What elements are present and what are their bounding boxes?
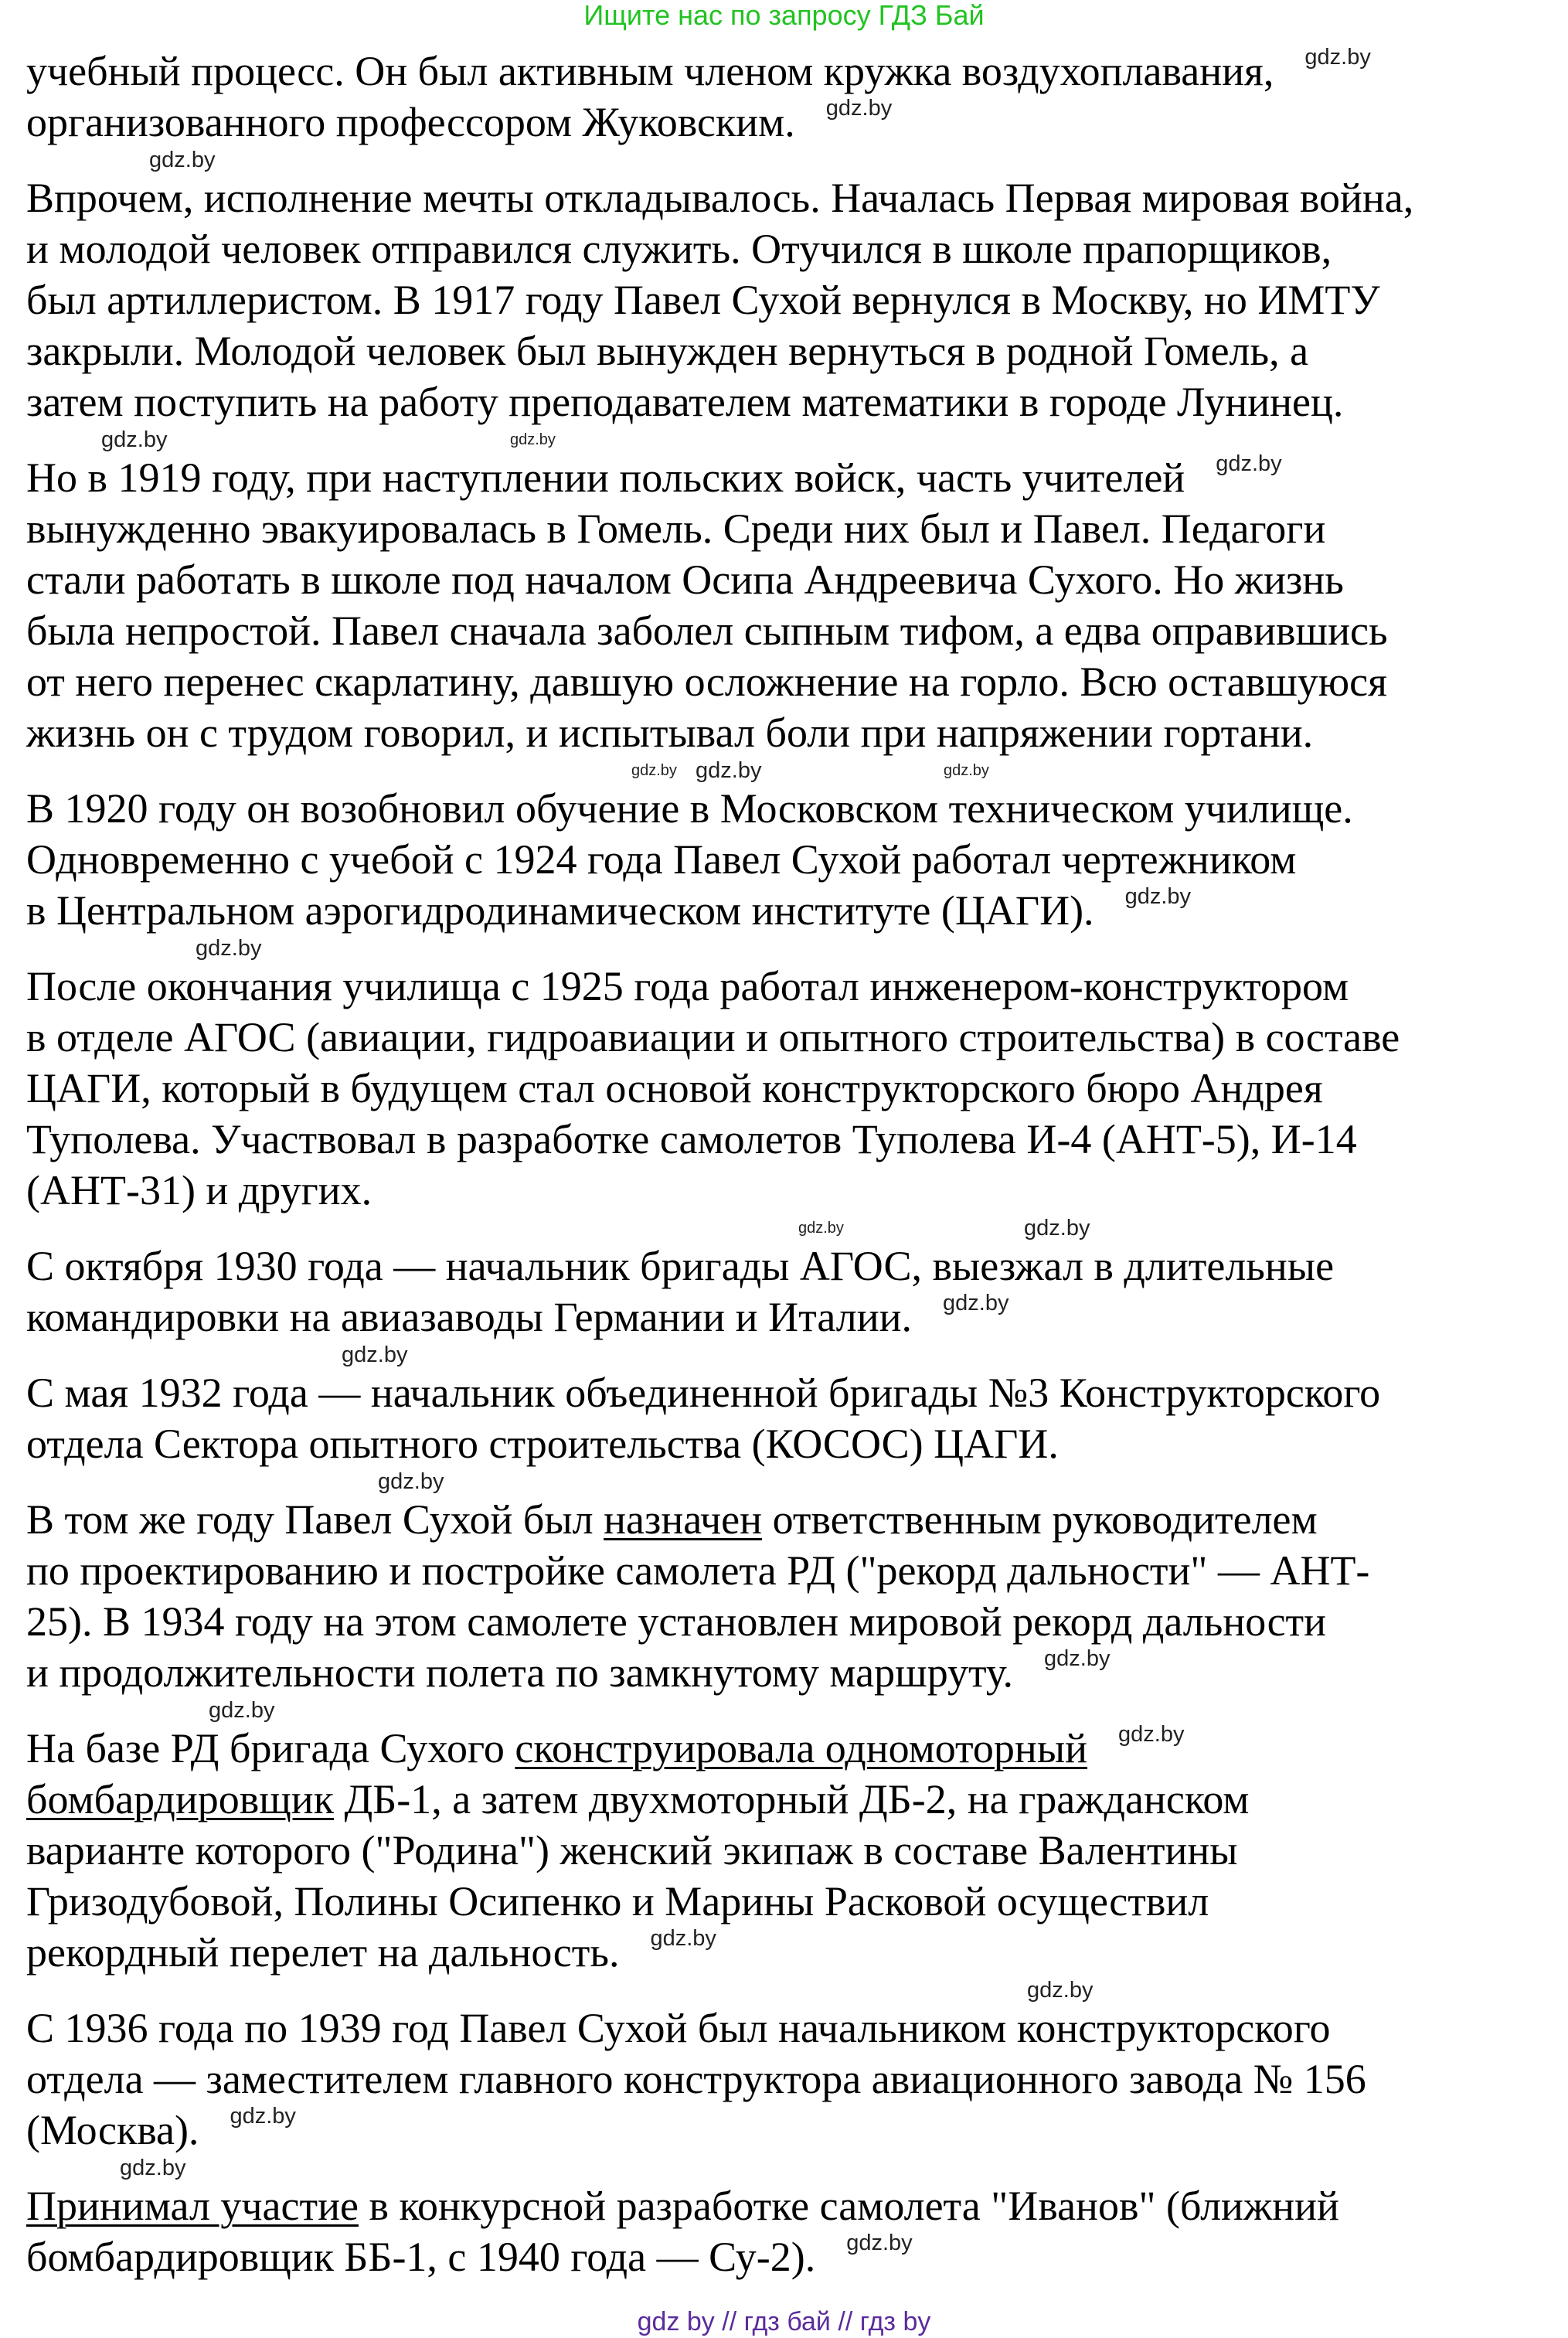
text-line (26, 2105, 1568, 2156)
watermark: gdz.by (846, 2231, 913, 2255)
watermark: gdz.by (943, 1291, 1009, 1315)
paragraph (26, 961, 1568, 1216)
paragraph-gap (26, 427, 1568, 452)
underlined-text: бомбардировщик (26, 1776, 334, 1822)
text-line (26, 1165, 1568, 1216)
text-line (26, 172, 1568, 223)
paragraph (26, 1367, 1568, 1469)
watermark: gdz.by (825, 96, 893, 121)
paragraph (26, 1723, 1568, 1978)
paragraph (26, 172, 1568, 427)
text-segment: командировки на авиазаводы Германии и Италии. (26, 1294, 913, 1340)
text-segment: С мая 1932 года — начальник объединенной бригады №3 Конструкторского (26, 1370, 1381, 1416)
text-segment: от него перенес скарлатину, давшую осложнение на горло. Всю оставшуюся (26, 659, 1387, 705)
text-segment: организованного профессором Жуковским. (26, 99, 795, 145)
text-segment: Впрочем, исполнение мечты откладывалось. Началась Первая мировая война, (26, 175, 1414, 221)
watermark: gdz.by (1304, 45, 1371, 70)
underlined-text: назначен (604, 1496, 763, 1543)
footer-links: gdz by // гдз бай // гдз by (637, 2307, 931, 2336)
watermark: gdz.by (196, 936, 262, 961)
text-segment: по проектированию и постройке самолета РД ("рекорд дальности" — АНТ- (26, 1547, 1370, 1594)
watermark: gdz.by (209, 1698, 275, 1723)
text-line (26, 1063, 1568, 1114)
text-segment: в Центральном аэрогидродинамическом институте (ЦАГИ). (26, 887, 1094, 934)
text-line (26, 325, 1568, 376)
watermark: gdz.by (1027, 1978, 1094, 2003)
watermark: gdz.by (631, 762, 677, 779)
text-line (26, 707, 1568, 758)
text-line (26, 834, 1568, 885)
text-line (26, 376, 1568, 427)
watermark: gdz.by (510, 431, 556, 448)
text-line (26, 1774, 1568, 1825)
text-segment: стали работать в школе под началом Осипа Андреевича Сухого. Но жизнь (26, 556, 1344, 603)
text-segment: был артиллеристом. В 1917 году Павел Сухой вернулся в Москву, но ИМТУ (26, 277, 1380, 323)
paragraph (26, 783, 1568, 936)
text-line (26, 1876, 1568, 1927)
text-line (26, 503, 1568, 554)
text-segment: В 1920 году он возобновил обучение в Московском техническом училище. (26, 785, 1353, 832)
text-segment: учебный процесс. Он был активным членом кружка воздухоплавания, (26, 48, 1274, 94)
paragraph (26, 452, 1568, 758)
watermark: gdz.by (1118, 1722, 1185, 1747)
text-segment: в конкурсной разработке самолета "Иванов" (ближний (358, 2183, 1339, 2229)
paragraph-gap (26, 148, 1568, 172)
text-line (26, 1927, 1568, 1978)
search-banner: Ищите нас по запросу ГДЗ Бай (583, 0, 985, 31)
text-segment: ДБ-1, а затем двухмоторный ДБ-2, на гражданском (333, 1776, 1250, 1822)
watermark: gdz.by (101, 427, 168, 452)
text-segment: была непростой. Павел сначала заболел сыпным тифом, а едва оправившись (26, 607, 1388, 654)
paragraph-gap (26, 758, 1568, 783)
watermark: gdz.by (1024, 1216, 1090, 1240)
underlined-text: сконструировала одномоторный (515, 1725, 1088, 1771)
paragraph-gap (26, 936, 1568, 961)
paragraph (26, 2003, 1568, 2156)
text-line (26, 783, 1568, 834)
text-segment: Но в 1919 году, при наступлении польских войск, часть учителей (26, 454, 1185, 501)
text-line (26, 1418, 1568, 1469)
text-segment: бомбардировщик ББ-1, с 1940 года — Су-2). (26, 2234, 816, 2280)
text-segment: жизнь он с трудом говорил, и испытывал боли при напряжении гортани. (26, 710, 1314, 756)
paragraph-gap (26, 1978, 1568, 2003)
text-line (26, 1367, 1568, 1418)
text-line (26, 2054, 1568, 2105)
text-line (26, 1240, 1568, 1292)
text-line (26, 885, 1568, 936)
text-segment: (АНТ-31) и других. (26, 1167, 372, 1213)
text-segment: После окончания училища с 1925 года работал инженером-конструктором (26, 963, 1349, 1009)
text-segment: в отделе АГОС (авиации, гидроавиации и опытного строительства) в составе (26, 1014, 1400, 1060)
text-segment: закрыли. Молодой человек был вынужден вернуться в родной Гомель, а (26, 328, 1309, 374)
paragraph-gap (26, 1343, 1568, 1367)
text-segment: затем поступить на работу преподавателем математики в городе Лунинец. (26, 379, 1344, 425)
text-line (26, 2180, 1568, 2231)
text-line (26, 223, 1568, 274)
text-segment: 25). В 1934 году на этом самолете установлен мировой рекорд дальности (26, 1598, 1327, 1645)
text-line (26, 452, 1568, 503)
watermark: gdz.by (1216, 451, 1282, 476)
text-segment: В том же году Павел Сухой был (26, 1496, 604, 1543)
text-line (26, 2231, 1568, 2282)
text-segment: На базе РД бригада Сухого (26, 1725, 515, 1771)
paragraph (26, 1240, 1568, 1343)
text-line (26, 1012, 1568, 1063)
text-line (26, 1647, 1568, 1698)
text-line (26, 1494, 1568, 1545)
watermark: gdz.by (378, 1469, 444, 1494)
watermark: gdz.by (650, 1926, 716, 1951)
paragraph-gap (26, 1216, 1568, 1240)
watermark: gdz.by (342, 1343, 408, 1367)
paragraph-gap (26, 1469, 1568, 1494)
paragraph-gap (26, 2156, 1568, 2180)
text-segment: отдела Сектора опытного строительства (КОСОС) ЦАГИ. (26, 1421, 1059, 1467)
text-line (26, 1114, 1568, 1165)
text-line (26, 1545, 1568, 1596)
paragraph-gap (26, 1698, 1568, 1723)
text-segment: Туполева. Участвовал в разработке самолетов Туполева И-4 (АНТ-5), И-14 (26, 1116, 1357, 1162)
text-line (26, 554, 1568, 605)
text-line (26, 656, 1568, 707)
text-line (26, 274, 1568, 325)
text-segment: и продолжительности полета по замкнутому маршруту. (26, 1649, 1013, 1696)
document-body (26, 46, 1568, 2282)
text-line (26, 1723, 1568, 1774)
watermark: gdz.by (230, 2104, 296, 2129)
text-segment: С октября 1930 года — начальник бригады АГОС, выезжал в длительные (26, 1243, 1335, 1289)
paragraph (26, 46, 1568, 148)
text-line (26, 961, 1568, 1012)
text-line (26, 1596, 1568, 1647)
watermark: gdz.by (1124, 884, 1192, 909)
text-segment: варианте которого ("Родина") женский экипаж в составе Валентины (26, 1827, 1238, 1873)
text-segment: (Москва). (26, 2107, 199, 2153)
text-segment: С 1936 года по 1939 год Павел Сухой был начальником конструкторского (26, 2005, 1331, 2051)
text-line (26, 46, 1568, 97)
text-segment: ответственным руководителем (762, 1496, 1318, 1543)
text-line (26, 97, 1568, 148)
paragraph (26, 2180, 1568, 2282)
text-segment: рекордный перелет на дальность. (26, 1929, 620, 1976)
text-segment: отдела — заместителем главного конструктора авиационного завода № 156 (26, 2056, 1366, 2102)
text-segment: ЦАГИ, который в будущем стал основой конструкторского бюро Андрея (26, 1065, 1323, 1111)
text-segment: вынужденно эвакуировалась в Гомель. Среди них был и Павел. Педагоги (26, 505, 1326, 552)
text-segment: Одновременно с учебой с 1924 года Павел Сухой работал чертежником (26, 836, 1297, 883)
watermark: gdz.by (149, 148, 216, 172)
watermark: gdz.by (696, 758, 762, 783)
text-line (26, 2003, 1568, 2054)
text-segment: Гризодубовой, Полины Осипенко и Марины Расковой осуществил (26, 1878, 1209, 1925)
watermark: gdz.by (798, 1220, 844, 1237)
text-segment: и молодой человек отправился служить. Отучился в школе прапорщиков, (26, 226, 1332, 272)
text-line (26, 1825, 1568, 1876)
text-line (26, 1292, 1568, 1343)
paragraph (26, 1494, 1568, 1698)
watermark: gdz.by (120, 2156, 186, 2180)
text-line (26, 605, 1568, 656)
underlined-text: Принимал участие (26, 2183, 359, 2229)
watermark: gdz.by (1044, 1646, 1111, 1671)
watermark: gdz.by (944, 762, 989, 779)
